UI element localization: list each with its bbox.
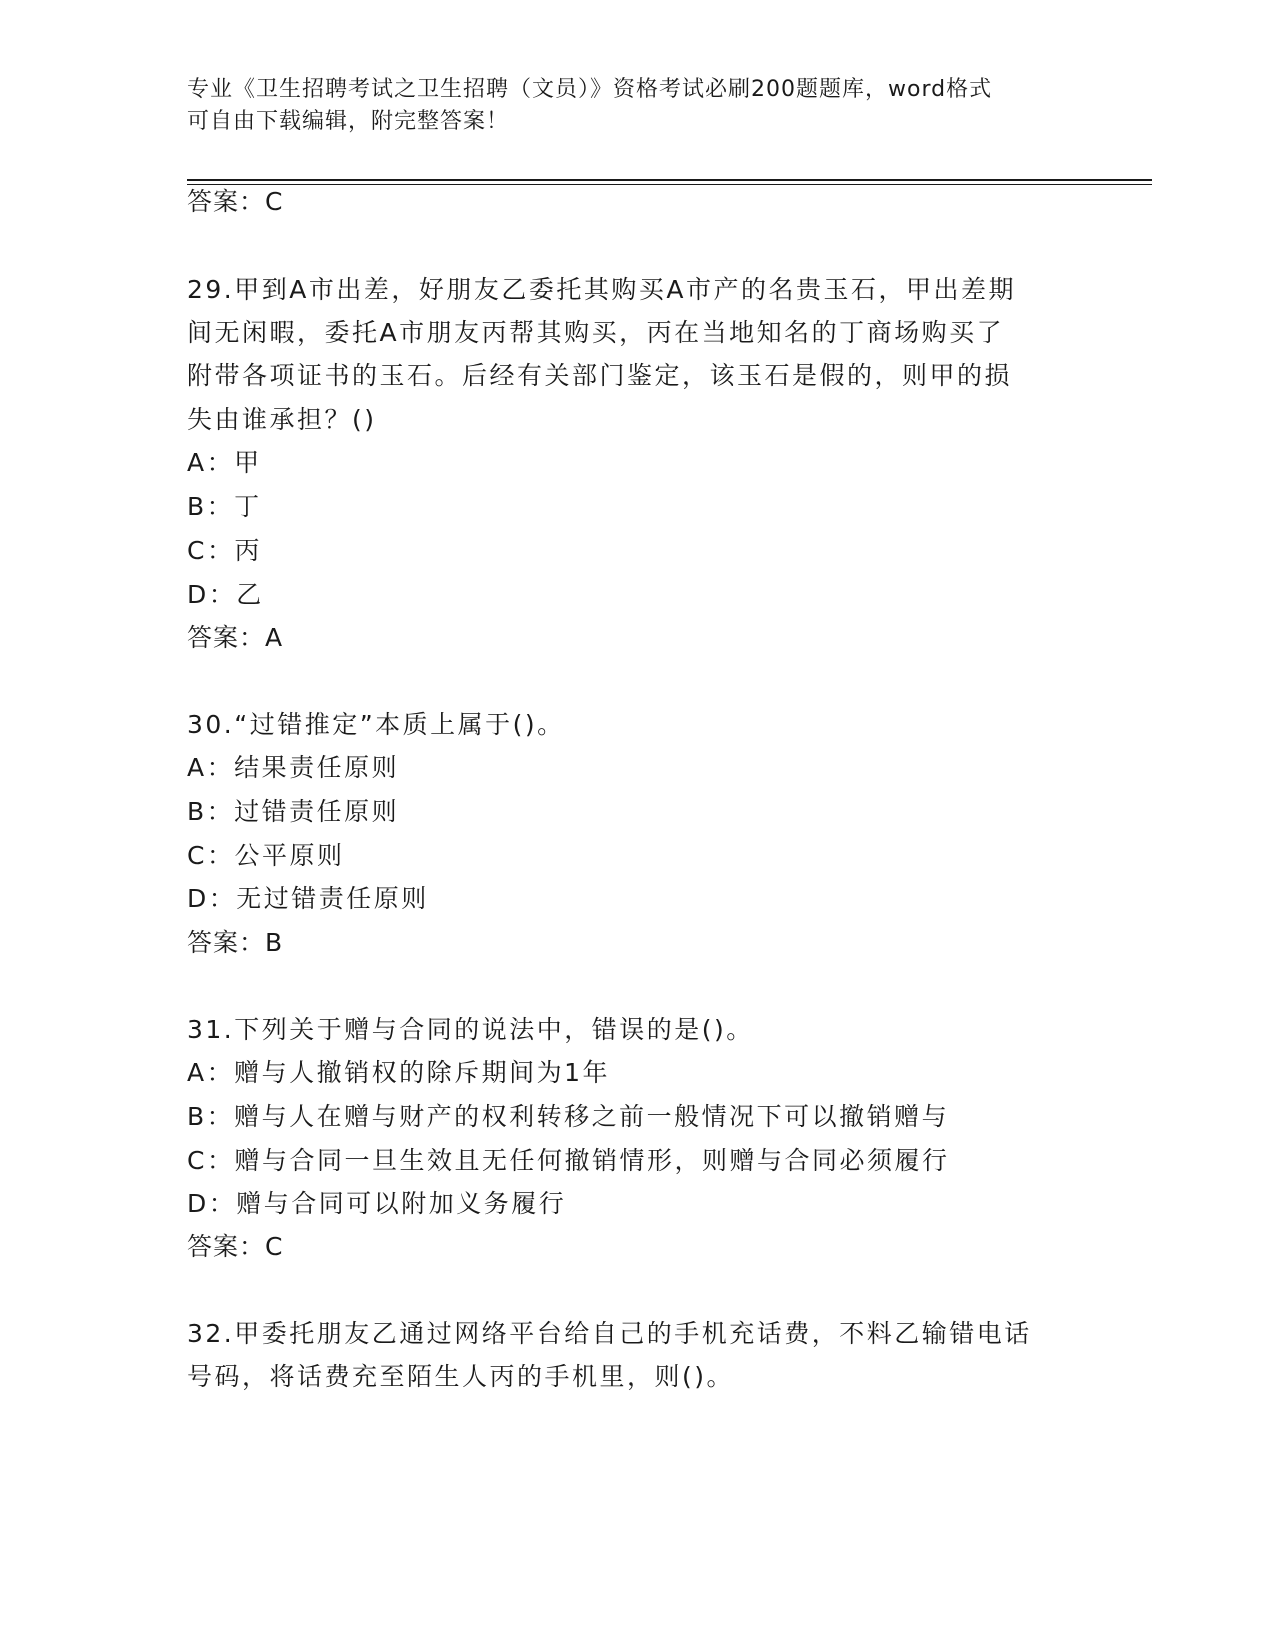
previous-answer: 答案：C xyxy=(187,187,284,216)
question-32-line-2: 号码，将话费充至陌生人丙的手机里，则()。 xyxy=(187,1362,735,1391)
question-29-answer: 答案：A xyxy=(187,623,284,652)
question-31-option-c: C：赠与合同一旦生效且无任何撤销情形，则赠与合同必须履行 xyxy=(187,1146,950,1175)
question-30-option-b: B：过错责任原则 xyxy=(187,797,400,826)
question-29-option-d: D：乙 xyxy=(187,580,264,609)
question-31-option-a: A：赠与人撤销权的除斥期间为1年 xyxy=(187,1058,611,1087)
question-29-line-2: 间无闲暇，委托A市朋友丙帮其购买，丙在当地知名的丁商场购买了 xyxy=(187,318,1005,347)
question-30-option-a: A：结果责任原则 xyxy=(187,753,400,782)
header-title-line-2: 可自由下载编辑，附完整答案！ xyxy=(187,109,510,134)
question-32-line-1: 32.甲委托朋友乙通过网络平台给自己的手机充话费，不料乙输错电话 xyxy=(187,1319,1032,1348)
header-divider-thick xyxy=(187,179,1152,181)
header-divider-thin xyxy=(187,184,1152,185)
question-29-line-1: 29.甲到A市出差，好朋友乙委托其购买A市产的名贵玉石，甲出差期 xyxy=(187,275,1016,304)
question-31-option-b: B：赠与人在赠与财产的权利转移之前一般情况下可以撤销赠与 xyxy=(187,1102,950,1131)
question-30-line-1: 30.“过错推定”本质上属于()。 xyxy=(187,710,565,739)
question-31-line-1: 31.下列关于赠与合同的说法中，错误的是()。 xyxy=(187,1015,754,1044)
question-29-line-4: 失由谁承担？() xyxy=(187,405,377,434)
question-30-option-d: D：无过错责任原则 xyxy=(187,884,429,913)
question-29-option-b: B：丁 xyxy=(187,492,262,521)
document-header xyxy=(187,74,1067,138)
question-30-answer: 答案：B xyxy=(187,928,284,957)
header-title-line-1: 专业《卫生招聘考试之卫生招聘（文员）》资格考试必刷200题题库，word格式 xyxy=(187,77,993,102)
question-31-option-d: D：赠与合同可以附加义务履行 xyxy=(187,1189,567,1218)
question-29-line-3: 附带各项证书的玉石。后经有关部门鉴定，该玉石是假的，则甲的损 xyxy=(187,361,1013,390)
question-29-option-a: A：甲 xyxy=(187,448,262,477)
question-29-option-c: C：丙 xyxy=(187,536,262,565)
question-30-option-c: C：公平原则 xyxy=(187,841,345,870)
question-31-answer: 答案：C xyxy=(187,1232,284,1261)
